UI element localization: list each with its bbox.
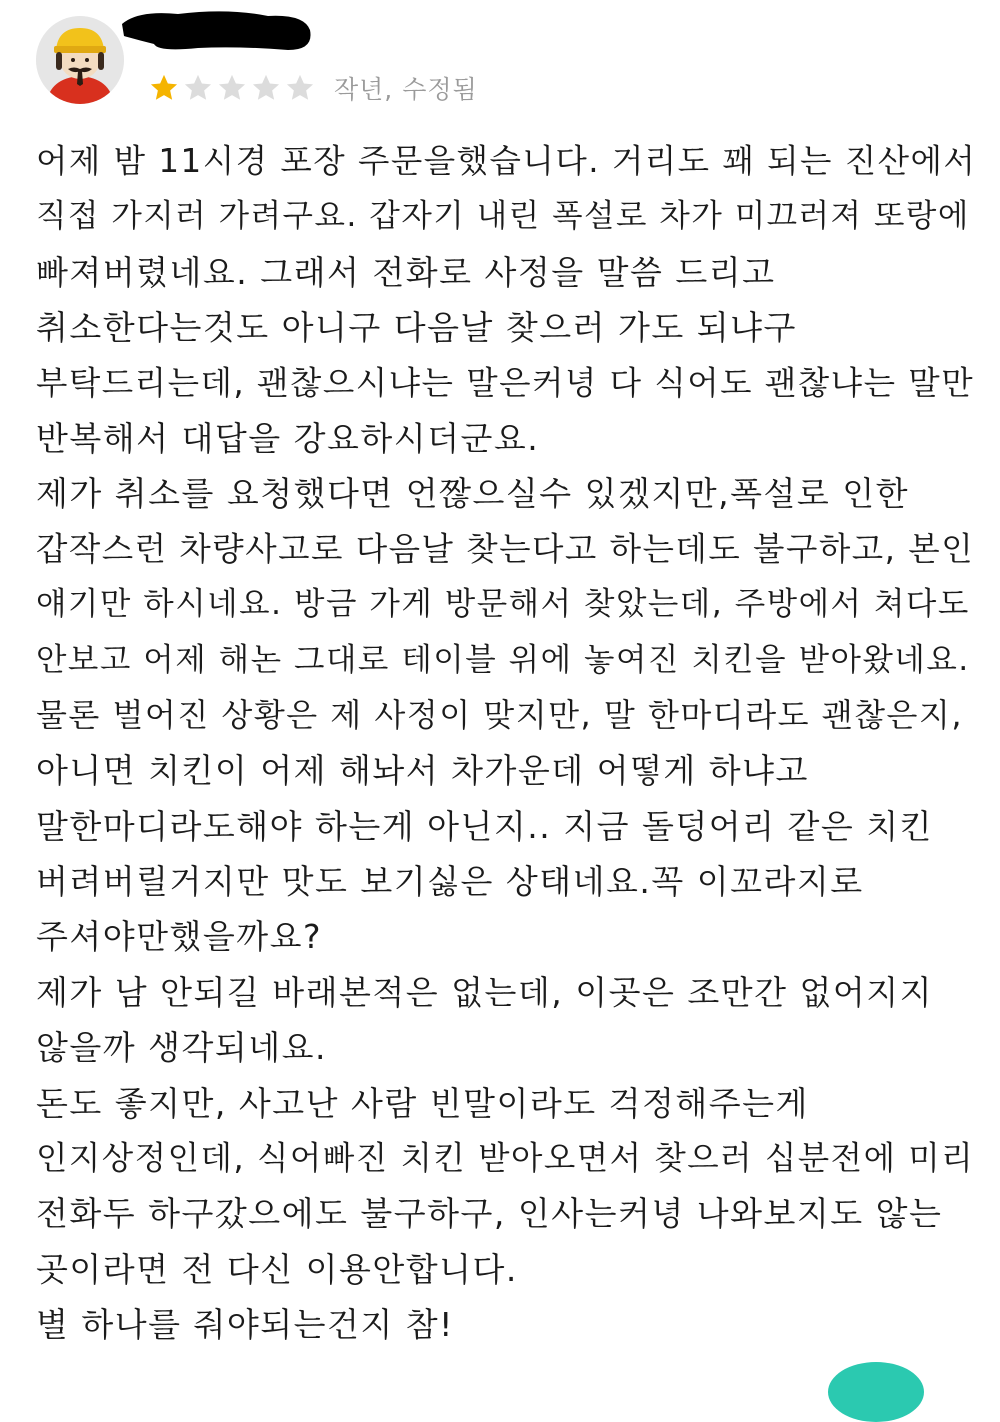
review-line: 말한마디라도해야 하는게 아닌지.. 지금 돌덩어리 같은 치킨 bbox=[36, 806, 933, 846]
review-line: 주셔야만했을까요? bbox=[36, 917, 323, 957]
user-avatar-icon[interactable] bbox=[36, 16, 124, 104]
review-line: 아니면 치킨이 어제 해놔서 차가운데 어떻게 하냐고 bbox=[36, 751, 809, 791]
review-line: 직접 가지러 가려구요. 갑자기 내린 폭설로 차가 미끄러져 또랑에 bbox=[36, 198, 970, 235]
star-icon bbox=[182, 72, 214, 104]
review-header bbox=[0, 0, 1000, 120]
review-line: 취소한다는것도 아니구 다음날 찾으러 가도 되냐구 bbox=[36, 308, 797, 348]
review-line: 곳이라면 전 다신 이용안합니다. bbox=[36, 1249, 518, 1289]
floating-action-button[interactable] bbox=[828, 1362, 924, 1422]
review-line: 부탁드리는데, 괜찮으시냐는 말은커녕 다 식어도 괜찮냐는 말만 bbox=[36, 363, 975, 402]
review-line: 인지상정인데, 식어빠진 치킨 받아오면서 찾으러 십분전에 미리 bbox=[36, 1139, 975, 1178]
redacted-username bbox=[118, 6, 314, 56]
review-line: 갑작스런 차량사고로 다음날 찾는다고 하는데도 불구하고, 본인 bbox=[36, 529, 975, 568]
review-line: 않을까 생각되네요. bbox=[36, 1028, 328, 1068]
review-line: 안보고 어제 해논 그대로 테이블 위에 놓여진 치킨을 받아왔네요. bbox=[36, 641, 970, 678]
star-icon bbox=[250, 72, 282, 104]
star-icon bbox=[148, 72, 180, 104]
review-line: 빠져버렸네요. 그래서 전화로 사정을 말씀 드리고 bbox=[36, 252, 776, 292]
review-line: 별 하나를 줘야되는건지 참! bbox=[36, 1305, 454, 1345]
review-text bbox=[36, 134, 976, 1353]
review-line: 버려버릴거지만 맛도 보기싫은 상태네요.꼭 이꼬라지로 bbox=[36, 862, 864, 902]
review-line: 전화두 하구갔으에도 불구하구, 인사는커녕 나와보지도 않는 bbox=[36, 1194, 943, 1234]
star-rating bbox=[148, 68, 318, 108]
review-line: 물론 벌어진 상황은 제 사정이 맞지만, 말 한마디라도 괜찮은지, bbox=[36, 695, 964, 734]
star-icon bbox=[284, 72, 316, 104]
review-line: 제가 취소를 요청했다면 언짢으실수 있겠지만,폭설로 인한 bbox=[36, 474, 910, 514]
review-line: 얘기만 하시네요. 방금 가게 방문해서 찾았는데, 주방에서 쳐다도 bbox=[36, 586, 970, 623]
review-line: 제가 남 안되길 바래본적은 없는데, 이곳은 조만간 없어지지 bbox=[36, 972, 933, 1012]
review-line: 돈도 좋지만, 사고난 사람 빈말이라도 걱정해주는게 bbox=[36, 1083, 809, 1123]
review-timestamp: 작년, 수정됨 bbox=[334, 75, 478, 104]
review-line: 어제 밤 11시경 포장 주문을했습니다. 거리도 꽤 되는 진산에서 bbox=[36, 142, 977, 180]
avatar-illustration bbox=[36, 16, 124, 104]
review-line: 반복해서 대답을 강요하시더군요. bbox=[36, 418, 540, 458]
star-icon bbox=[216, 72, 248, 104]
